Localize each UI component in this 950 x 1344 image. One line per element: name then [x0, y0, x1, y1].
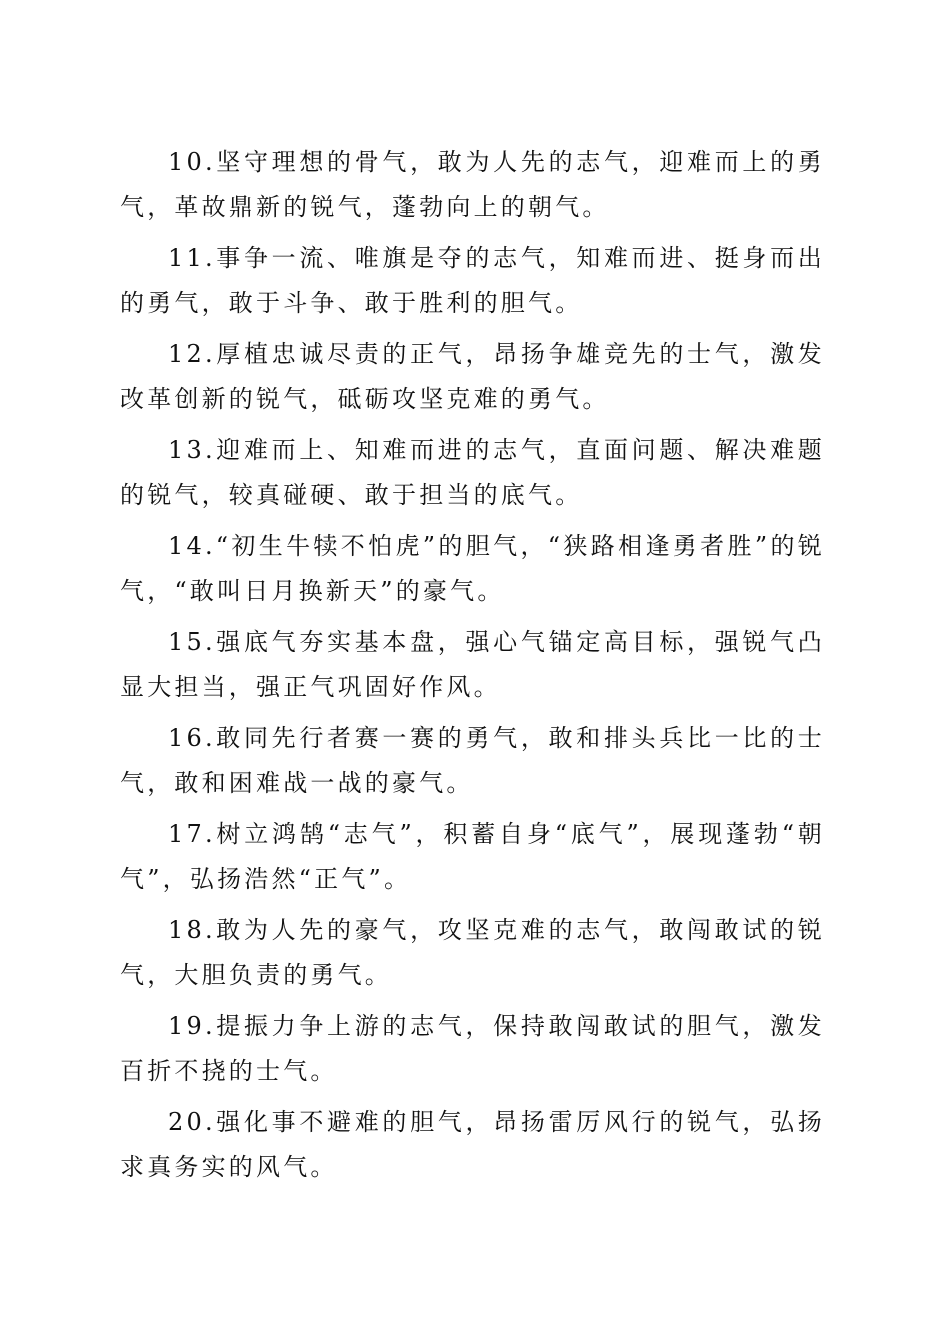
paragraph-20: 20.强化事不避难的胆气，昂扬雷厉风行的锐气，弘扬求真务实的风气。	[120, 1108, 825, 1181]
paragraph-11: 11.事争一流、唯旗是夺的志气，知难而进、挺身而出的勇气，敢于斗争、敢于胜利的胆气。	[120, 244, 825, 317]
paragraph-19: 19.提振力争上游的志气，保持敢闯敢试的胆气，激发百折不挠的士气。	[120, 1012, 825, 1085]
paragraph-18: 18.敢为人先的豪气，攻坚克难的志气，敢闯敢试的锐气，大胆负责的勇气。	[120, 916, 825, 989]
paragraph-17: 17.树立鸿鹄“志气”，积蓄自身“底气”，展现蓬勃“朝气”，弘扬浩然“正气”。	[120, 820, 825, 893]
document-body	[120, 140, 825, 1196]
paragraph-16: 16.敢同先行者赛一赛的勇气，敢和排头兵比一比的士气，敢和困难战一战的豪气。	[120, 724, 825, 797]
paragraph-13: 13.迎难而上、知难而进的志气，直面问题、解决难题的锐气，较真碰硬、敢于担当的底气。	[120, 436, 825, 509]
paragraph-14: 14.“初生牛犊不怕虎”的胆气，“狭路相逢勇者胜”的锐气，“敢叫日月换新天”的豪气。	[120, 532, 825, 605]
paragraph-12: 12.厚植忠诚尽责的正气，昂扬争雄竞先的士气，激发改革创新的锐气，砥砺攻坚克难的勇气。	[120, 340, 825, 413]
paragraph-15: 15.强底气夯实基本盘，强心气锚定高目标，强锐气凸显大担当，强正气巩固好作风。	[120, 628, 825, 701]
paragraph-10: 10.坚守理想的骨气，敢为人先的志气，迎难而上的勇气，革故鼎新的锐气，蓬勃向上的朝气。	[120, 148, 825, 221]
